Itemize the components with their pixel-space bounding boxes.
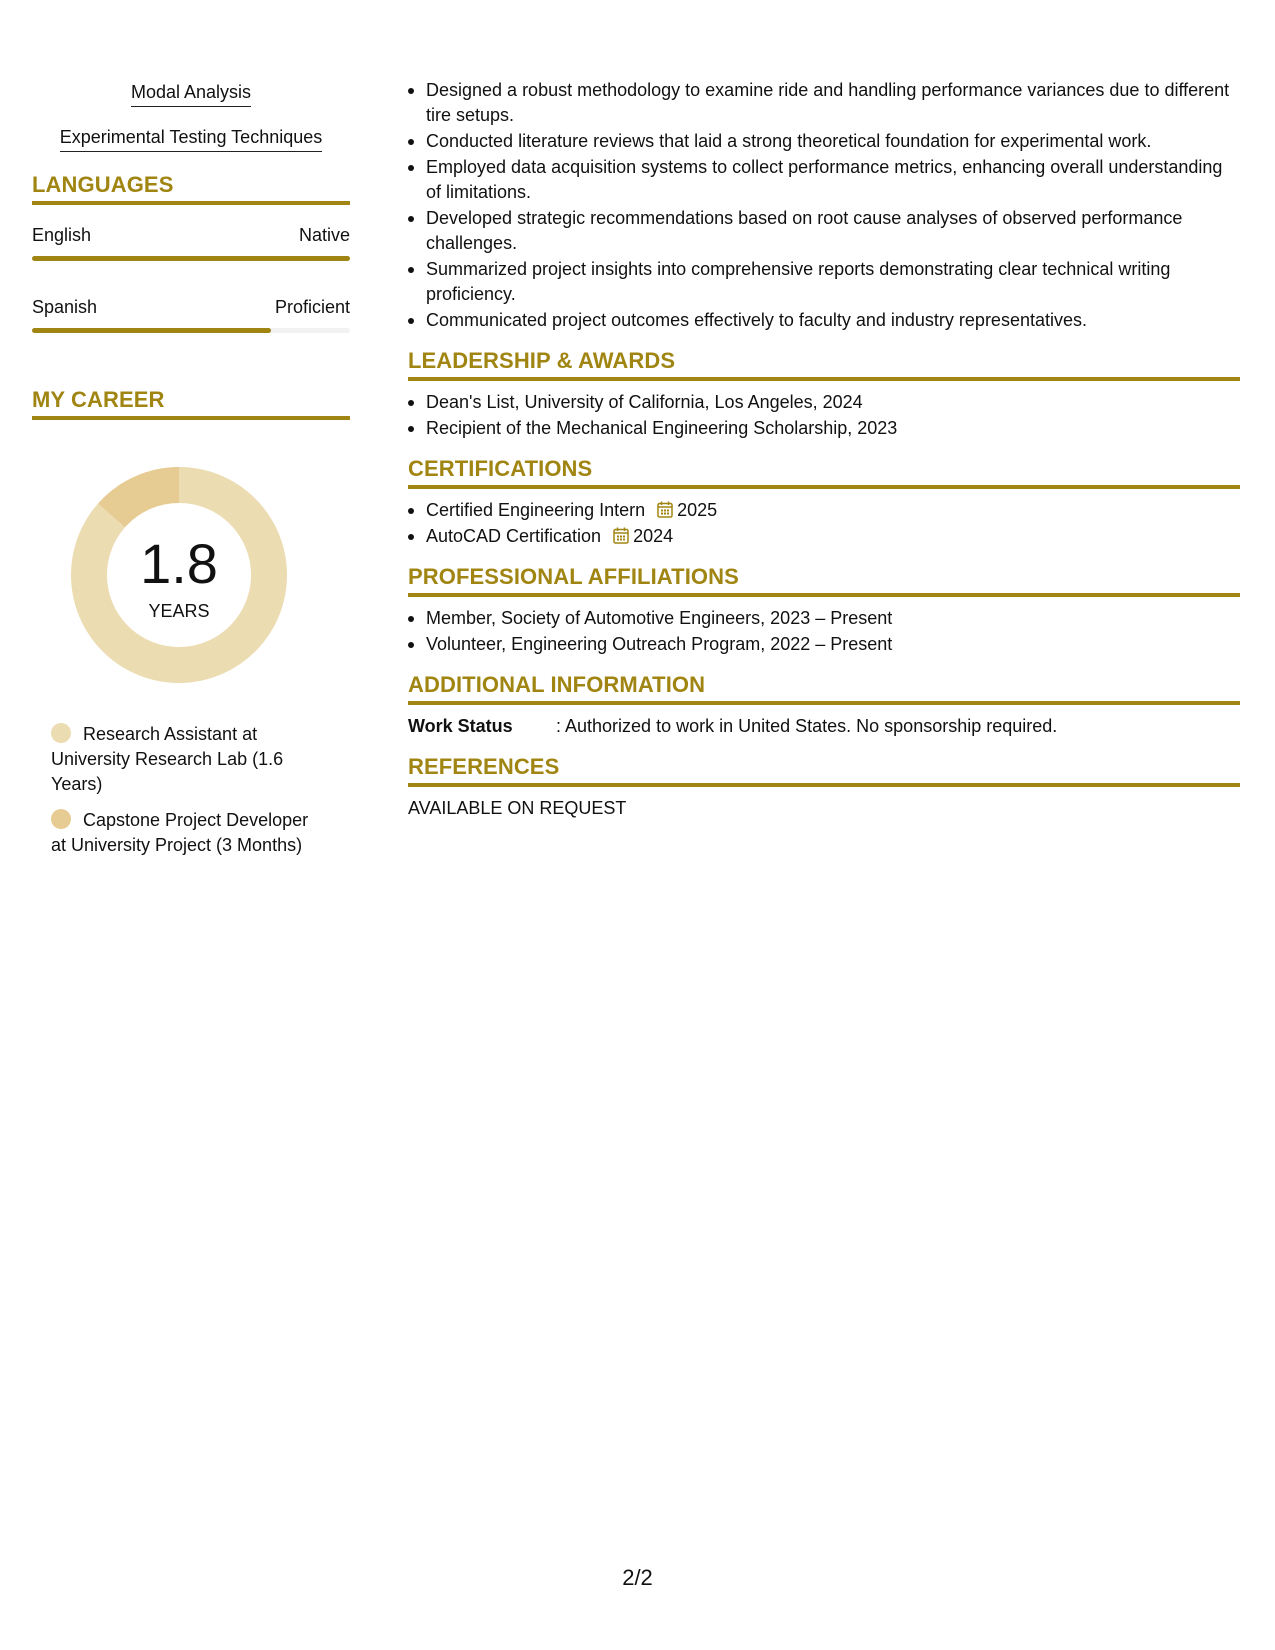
donut-segment (111, 485, 179, 516)
list-item: Developed strategic recommendations based on root cause analyses of observed performance challenges. (408, 206, 1240, 256)
calendar-icon (613, 527, 629, 544)
languages-heading: LANGUAGES (32, 172, 350, 205)
certification-year: 2025 (677, 500, 718, 520)
list-item (408, 524, 1240, 549)
references-heading: REFERENCES (408, 754, 1240, 787)
experience-bullets (408, 78, 1240, 333)
language-bar-fill (32, 328, 271, 333)
language-bar (32, 328, 350, 333)
leadership-heading: LEADERSHIP & AWARDS (408, 348, 1240, 381)
affiliations-list (408, 606, 1240, 657)
language-row (32, 297, 350, 318)
legend-dot (51, 723, 71, 743)
list-item: Employed data acquisition systems to collect performance metrics, enhancing overall understanding of limitations. (408, 155, 1240, 205)
skill-item: Experimental Testing Techniques (32, 127, 350, 152)
language-row (32, 225, 350, 246)
certification-year: 2024 (633, 526, 674, 546)
language-name: English (32, 225, 92, 245)
certifications-heading: CERTIFICATIONS (408, 456, 1240, 489)
career-heading: MY CAREER (32, 387, 350, 420)
work-status-value: : Authorized to work in United States. No sponsorship required. (556, 716, 1058, 736)
legend-item: Capstone Project Developer at University Project (3 Months) (51, 810, 309, 855)
languages-list (32, 225, 350, 333)
calendar-icon (657, 501, 673, 518)
list-item: Volunteer, Engineering Outreach Program, 2022 – Present (408, 632, 1240, 657)
references-text: AVAILABLE ON REQUEST (408, 798, 627, 818)
career-total: 1.8 (140, 532, 218, 595)
list-item: Summarized project insights into comprehensive reports demonstrating clear technical writing proficiency. (408, 257, 1240, 307)
career-legend (32, 722, 322, 858)
page-number: 2/2 (622, 1565, 653, 1590)
list-item: Designed a robust methodology to examine ride and handling performance variances due to different tire setups. (408, 78, 1240, 128)
language-name: Spanish (32, 297, 98, 317)
leadership-list (408, 390, 1240, 441)
career-unit: YEARS (148, 601, 210, 621)
work-status-row (408, 714, 1240, 739)
certification-name: Certified Engineering Intern (426, 500, 646, 520)
list-item: Conducted literature reviews that laid a strong theoretical foundation for experimental work. (408, 129, 1240, 154)
affiliations-heading: PROFESSIONAL AFFILIATIONS (408, 564, 1240, 597)
right-column (408, 78, 1240, 821)
language-level: Proficient (274, 297, 350, 317)
work-status-label: Work Status (408, 716, 513, 736)
certifications-list (408, 498, 1240, 549)
additional-info-heading: ADDITIONAL INFORMATION (408, 672, 1240, 705)
language-level: Native (298, 225, 350, 245)
list-item: Dean's List, University of California, Los Angeles, 2024 (408, 390, 1240, 415)
list-item: Member, Society of Automotive Engineers, 2023 – Present (408, 606, 1240, 631)
skill-item: Modal Analysis (32, 82, 350, 107)
left-column (32, 82, 350, 869)
career-donut-chart (66, 462, 292, 688)
certification-name: AutoCAD Certification (426, 526, 602, 546)
language-bar (32, 256, 350, 261)
list-item (408, 498, 1240, 523)
list-item: Communicated project outcomes effectively to faculty and industry representatives. (408, 308, 1240, 333)
legend-item: Research Assistant at University Research Lab (1.6 Years) (51, 724, 284, 794)
legend-dot (51, 809, 71, 829)
language-bar-fill (32, 256, 350, 261)
list-item: Recipient of the Mechanical Engineering Scholarship, 2023 (408, 416, 1240, 441)
